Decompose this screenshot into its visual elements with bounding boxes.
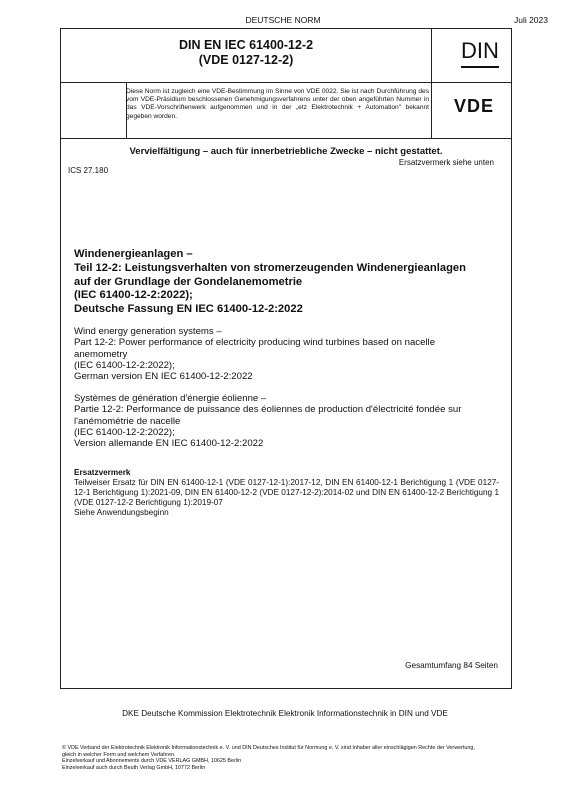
title-de-line: auf der Grundlage der Gondelanemometrie [74, 275, 303, 288]
standard-number-vde: (VDE 0127-12-2) [198, 53, 294, 67]
din-logo: DIN [461, 38, 499, 63]
footer-line: Einzelverkauf auch durch Beuth Verlag GmbH, 10772 Berlin [62, 764, 206, 771]
standard-number [61, 38, 431, 68]
title-english [74, 326, 504, 382]
title-de-line: Windenergieanlagen – [74, 248, 193, 260]
replacement-application: Siehe Anwendungsbeginn [74, 508, 169, 517]
standard-number-din: DIN EN IEC 61400-12-2 [178, 38, 314, 52]
vde-logo: VDE [453, 96, 494, 116]
title-en-line: Wind energy generation systems – [74, 326, 222, 337]
dke-committee: DKE Deutsche Kommission Elektrotechnik Elektronik Informationstechnik in DIN und VDE [122, 709, 448, 718]
divider-notice [60, 138, 511, 139]
reproduction-notice: Vervielfältigung – auch für innerbetriebliche Zwecke – nicht gestattet. [129, 146, 443, 157]
title-en-line: Part 12-2: Power performance of electricity producing wind turbines based on nacelle [74, 337, 436, 349]
title-en-line: German version EN IEC 61400-12-2:2022 [74, 371, 253, 383]
title-de-line: Deutsche Fassung EN IEC 61400-12-2:2022 [74, 303, 303, 316]
replacement-reference: Ersatzvermerk siehe unten [398, 158, 494, 167]
footer-line: © VDE Verband der Elektrotechnik Elektronik Informationstechnik e. V. und DIN Deutsches Institut für Normung e. V. sind Inhaber aller einschlägigen Rechte der Verwertung, [62, 745, 475, 751]
replacement-text [74, 478, 499, 518]
footer-line: gleich in welcher Form und welchem Verfahren. [62, 751, 176, 758]
standard-type-label: DEUTSCHE NORM [245, 15, 321, 25]
title-fr-line: Partie 12-2: Performance de puissance des éoliennes de production d'électricité fondée sur [74, 404, 462, 416]
divider-title [60, 82, 511, 83]
replacement-body: Teilweiser Ersatz für DIN EN 61400-12-1 (VDE 0127-12-1):2017-12, DIN EN 61400-12-1 Berichtigung 1 (VDE 0127-12-1 Berichtigung 1):2021-09, DIN EN 61400-12-2 (VDE 0127-12-2):2014-02 und DIN EN 61400-12-2 Berichtigung 1 (VDE 0127-12-2 Berichtigung 1):2019-07 [74, 478, 499, 507]
logo-column-divider [431, 28, 432, 138]
title-fr-line: l'anémométrie de nacelle [74, 415, 181, 427]
title-fr-line: Systèmes de génération d'énergie éolienne – [74, 393, 267, 404]
replacement-heading: Ersatzvermerk [74, 468, 131, 477]
publication-date: Juli 2023 [513, 15, 548, 25]
vde-notice: Diese Norm ist zugleich eine VDE-Bestimmung im Sinne von VDE 0022. Sie ist nach Durchführung des vom VDE-Präsidium beschlossenen Genehmigungsverfahrens unter der oben angeführten Nummer in das VDE-Vorschriftenwerk aufgenommen und in der „etz Elektrotechnik + Automation" bekannt gegeben worden. [126, 88, 429, 120]
title-german [74, 248, 504, 317]
footer-line: Einzelverkauf und Abonnements durch VDE VERLAG GMBH, 10625 Berlin [62, 758, 242, 764]
title-fr-line: Version allemande EN IEC 61400-12-2:2022 [74, 438, 264, 450]
title-fr-line: (IEC 61400-12-2:2022); [74, 426, 175, 438]
title-en-line: (IEC 61400-12-2:2022); [74, 359, 175, 371]
title-de-line: (IEC 61400-12-2:2022); [74, 289, 193, 302]
frame-top-line [60, 28, 511, 29]
title-en-line: anemometry [74, 348, 128, 360]
title-de-line: Teil 12-2: Leistungsverhalten von stromerzeugenden Windenergieanlagen [74, 261, 466, 274]
copyright-footer [62, 745, 552, 771]
ics-code: ICS 27.180 [68, 166, 109, 175]
din-logo-underline [461, 66, 499, 68]
total-pages: Gesamtumfang 84 Seiten [405, 661, 498, 670]
title-french [74, 393, 504, 449]
